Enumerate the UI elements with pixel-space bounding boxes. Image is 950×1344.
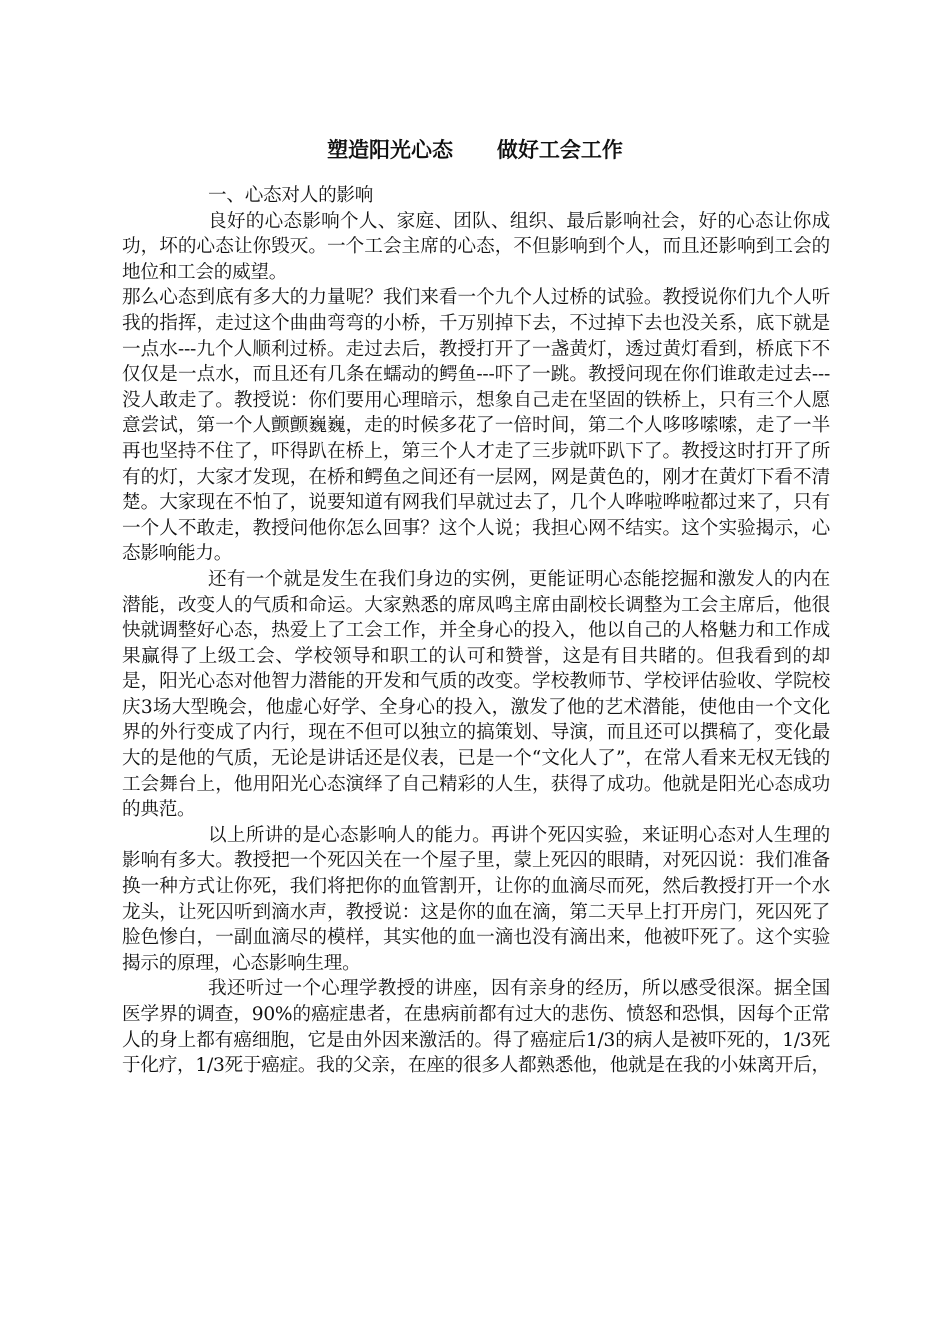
paragraph-4: 以上所讲的是心态影响人的能力。再讲个死囚实验，来证明心态对人生理的影响有多大。教授把一个死囚关在一个屋子里，蒙上死囚的眼睛，对死囚说：我们准备换一种方式让你死，我们将把你的血管割开，让你的血滴尽而死，然后教授打开一个水龙头，让死囚听到滴水声，教授说：这是你的血在滴，第二天早上打开房门，死囚死了脸色惨白，一副血滴尽的模样，其实他的血一滴也没有滴出来，他被吓死了。这个实验揭示的原理，心态影响生理。 bbox=[122, 824, 830, 974]
paragraph-1: 良好的心态影响个人、家庭、团队、组织、最后影响社会，好的心态让你成功，坏的心态让你毁灭。一个工会主席的心态，不但影响到个人，而且还影响到工会的地位和工会的威望。 bbox=[122, 210, 830, 283]
document-body bbox=[122, 183, 830, 1079]
paragraph-2: 那么心态到底有多大的力量呢？我们来看一个九个人过桥的试验。教授说你们九个人听我的指挥，走过这个曲曲弯弯的小桥，千万别掉下去，不过掉下去也没关系，底下就是一点水---九个人顺利过桥。走过去后，教授打开了一盏黄灯，透过黄灯看到，桥底下不仅仅是一点水，而且还有几条在蠕动的鳄鱼---吓了一跳。教授问现在你们谁敢走过去---没人敢走了。教授说：你们要用心理暗示，想象自己走在坚固的铁桥上，只有三个人愿意尝试，第一个人颤颤巍巍，走的时候多花了一倍时间，第二个人哆哆嗦嗦，走了一半再也坚持不住了，吓得趴在桥上，第三个人才走了三步就吓趴下了。教授这时打开了所有的灯，大家才发现，在桥和鳄鱼之间还有一层网，网是黄色的，刚才在黄灯下看不清楚。大家现在不怕了，说要知道有网我们早就过去了，几个人哗啦哗啦都过来了，只有一个人不敢走，教授问他你怎么回事？这个人说；我担心网不结实。这个实验揭示，心态影响能力。 bbox=[122, 287, 830, 565]
document-title: 塑造阳光心态 做好工会工作 bbox=[327, 137, 623, 162]
paragraph-3: 还有一个就是发生在我们身边的实例，更能证明心态能挖掘和激发人的内在潜能，改变人的气质和命运。大家熟悉的席凤鸣主席由副校长调整为工会主席后，他很快就调整好心态，热爱上了工会工作，并全身心的投入，他以自己的人格魅力和工作成果赢得了上级工会、学校领导和职工的认可和赞誉，这是有目共睹的。但我看到的却是，阳光心态对他智力潜能的开发和气质的改变。学校教师节、学校评估验收、学院校庆3场大型晚会，他虚心好学、全身心的投入，激发了他的艺术潜能，使他由一个文化界的外行变成了内行，现在不但可以独立的搞策划、导演，而且还可以撰稿了，变化最大的是他的气质，无论是讲话还是仪表，已是一个“文化人了”，在常人看来无权无钱的工会舞台上，他用阳光心态演绎了自己精彩的人生，获得了成功。他就是阳光心态成功的典范。 bbox=[122, 568, 830, 821]
section-heading: 一、心态对人的影响 bbox=[208, 185, 374, 206]
paragraph-5: 我还听过一个心理学教授的讲座，因有亲身的经历，所以感受很深。据全国医学界的调查，90%的癌症患者，在患病前都有过大的悲伤、愤怒和恐惧，因每个正常人的身上都有癌细胞，它是由外因来激活的。得了癌症后1/3的病人是被吓死的，1/3死于化疗，1/3死于癌症。我的父亲，在座的很多人都熟悉他，他就是在我的小妹离开后， bbox=[122, 978, 830, 1077]
